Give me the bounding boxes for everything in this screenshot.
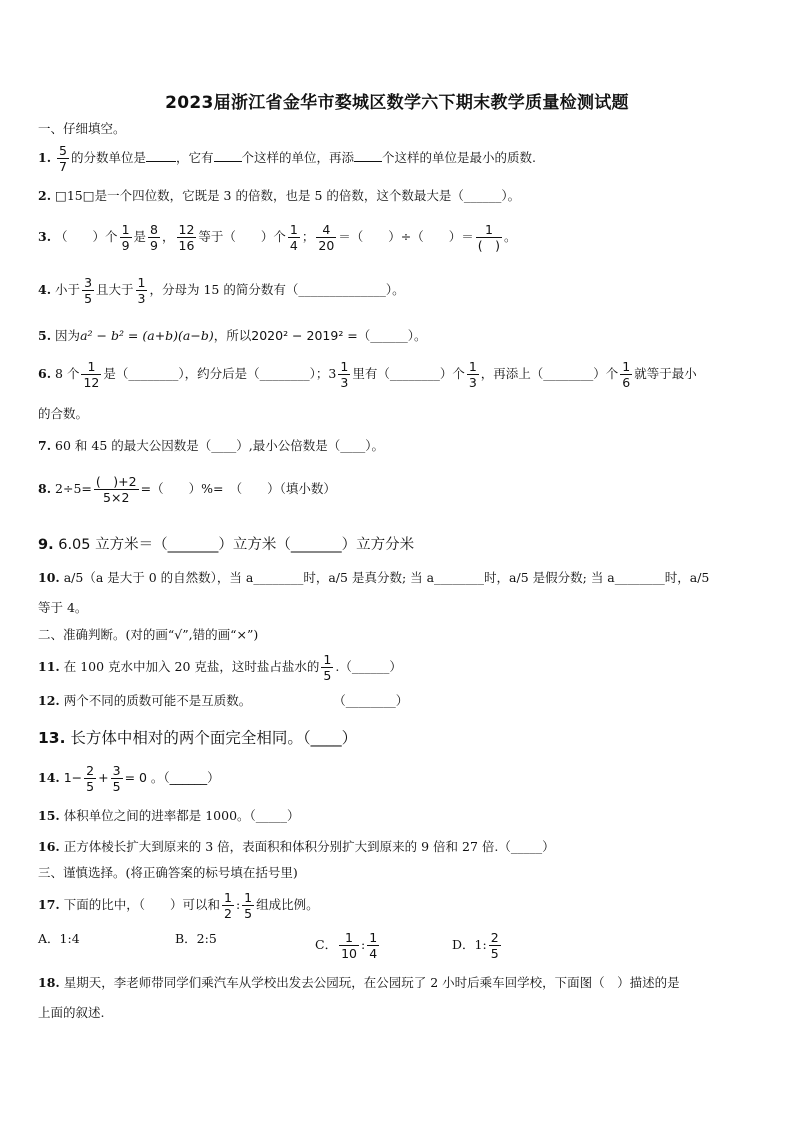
question-18-cont: 上面的叙述. (38, 1005, 105, 1020)
fraction: $\frac{1}{3}$ (340, 359, 349, 390)
fraction: $\frac{1}{5}$ (323, 652, 332, 683)
question-12: 12. 两个不同的质数可能不是互质数。 （________） (38, 693, 409, 708)
fraction: $\frac{1}{2}$ (224, 890, 232, 921)
fraction: $\frac{1}{4}$ (369, 930, 378, 961)
fraction: $\frac{1}{3}$ (468, 359, 477, 390)
fraction: $\frac{12}{16}$ (178, 222, 195, 253)
answer-blank[interactable] (146, 149, 176, 162)
fraction: $\frac{1}{5}$ (244, 890, 253, 921)
question-17: 17. 下面的比中，（ ）可以和 $\frac{1}{2}$ : $\frac{1}{5}$ 组成比例。 (38, 890, 319, 921)
question-5: 5. 因为a² − b² = (a+b)(a−b)，所以2020² − 2019² =（______）。 (38, 328, 427, 343)
section-heading-1: 一、仔细填空。 (38, 121, 126, 136)
fraction: $\frac{3}{5}$ (112, 763, 121, 794)
fraction: $\frac{2}{5}$ (86, 763, 95, 794)
question-6-cont: 的合数。 (38, 406, 89, 421)
question-1: 1. $\frac{5}{7}$ 的分数单位是 ，它有 个这样的单位，再添 个这样的单位是最小的质数. (38, 143, 537, 174)
section-heading-3: 三、谨慎选择。(将正确答案的标号填在括号里) (38, 865, 298, 880)
fraction: $\frac{1}{3}$ (137, 275, 146, 306)
question-13: 13. 长方体中相对的两个面完全相同。（____） (38, 729, 358, 747)
question-11: 11. 在 100 克水中加入 20 克盐，这时盐占盐水的 $\frac{1}{5}$ .（______） (38, 652, 402, 683)
question-4: 4. 小于 $\frac{3}{5}$ 且大于 $\frac{1}{3}$ ，分母为 15 的简分数有（______________）。 (38, 275, 405, 306)
option-d[interactable]: D．1: $\frac{2}{5}$ (452, 930, 499, 961)
page-title: 2023届浙江省金华市婺城区数学六下期末教学质量检测试题 (165, 93, 629, 113)
option-a[interactable]: A．1:4 (38, 931, 80, 946)
fraction: $\frac{8}{9}$ (150, 222, 158, 253)
question-14: 14. 1− $\frac{2}{5}$ + $\frac{3}{5}$ = 0 。（______） (38, 763, 220, 794)
question-8: 8. 2÷5= $\frac{( )+2}{5\times 2}$ =（ ）%= （ ）（填小数） (38, 474, 336, 505)
fraction: $\frac{5}{7}$ (59, 143, 67, 174)
formula: 2020² − 2019² = (251, 328, 358, 343)
answer-blank[interactable] (354, 149, 382, 162)
question-16: 16. 正方体棱长扩大到原来的 3 倍，表面积和体积分别扩大到原来的 9 倍和 27 倍.（_____） (38, 839, 555, 854)
question-9: 9. 6.05 立方米＝（_______）立方米（_______）立方分米 (38, 537, 415, 553)
option-b[interactable]: B．2:5 (175, 931, 217, 946)
option-c[interactable]: C． $\frac{1}{10}$ : $\frac{1}{4}$ (315, 930, 378, 961)
fraction: $\frac{( )+2}{5\times 2}$ (95, 474, 137, 505)
question-10-cont: 等于 4。 (38, 600, 88, 615)
fraction: $\frac{1}{10}$ (341, 930, 357, 961)
question-6: 6. 8 个 $\frac{1}{12}$ 是（________），约分后是（________）；3 $\frac{1}{3}$ 里有（________）个 $\frac{1}{3}$ ，再添上（________）个 $\frac{1}{6}$ 就等于最小 (38, 359, 697, 390)
fraction: $\frac{4}{20}$ (318, 222, 335, 253)
fraction: $\frac{2}{5}$ (490, 930, 499, 961)
fraction: $\frac{1}{( )}$ (477, 222, 501, 253)
question-15: 15. 体积单位之间的进率都是 1000。（_____） (38, 808, 300, 823)
fraction: $\frac{1}{6}$ (622, 359, 631, 390)
fraction: $\frac{3}{5}$ (84, 275, 93, 306)
formula: a² − b² = (a+b)(a−b) (80, 328, 214, 343)
answer-blank[interactable] (214, 149, 242, 162)
question-3: 3. （ ）个 $\frac{1}{9}$ 是 $\frac{8}{9}$ ， $\frac{12}{16}$ 等于（ ）个 $\frac{1}{4}$ ； $\frac{4}{20}$ ＝（ ）÷（ ）＝ $\frac{1}{( )}$ 。 (38, 222, 517, 253)
question-10: 10. a/5（a 是大于 0 的自然数），当 a________时，a/5 是真分数; 当 a________时，a/5 是假分数; 当 a________时，a/5 (38, 570, 710, 585)
fraction: $\frac{1}{12}$ (83, 359, 100, 390)
question-2: 2. □15□是一个四位数，它既是 3 的倍数，也是 5 的倍数，这个数最大是（______）。 (38, 188, 521, 203)
section-heading-2: 二、准确判断。(对的画“√”,错的画“×”) (38, 627, 259, 642)
question-7: 7. 60 和 45 的最大公因数是（____）,最小公倍数是（____）。 (38, 438, 385, 453)
fraction: $\frac{1}{4}$ (289, 222, 298, 253)
question-18: 18. 星期天，李老师带同学们乘汽车从学校出发去公园玩，在公园玩了 2 小时后乘车回学校，下面图（ ）描述的是 (38, 975, 680, 990)
fraction: $\frac{1}{9}$ (121, 222, 130, 253)
